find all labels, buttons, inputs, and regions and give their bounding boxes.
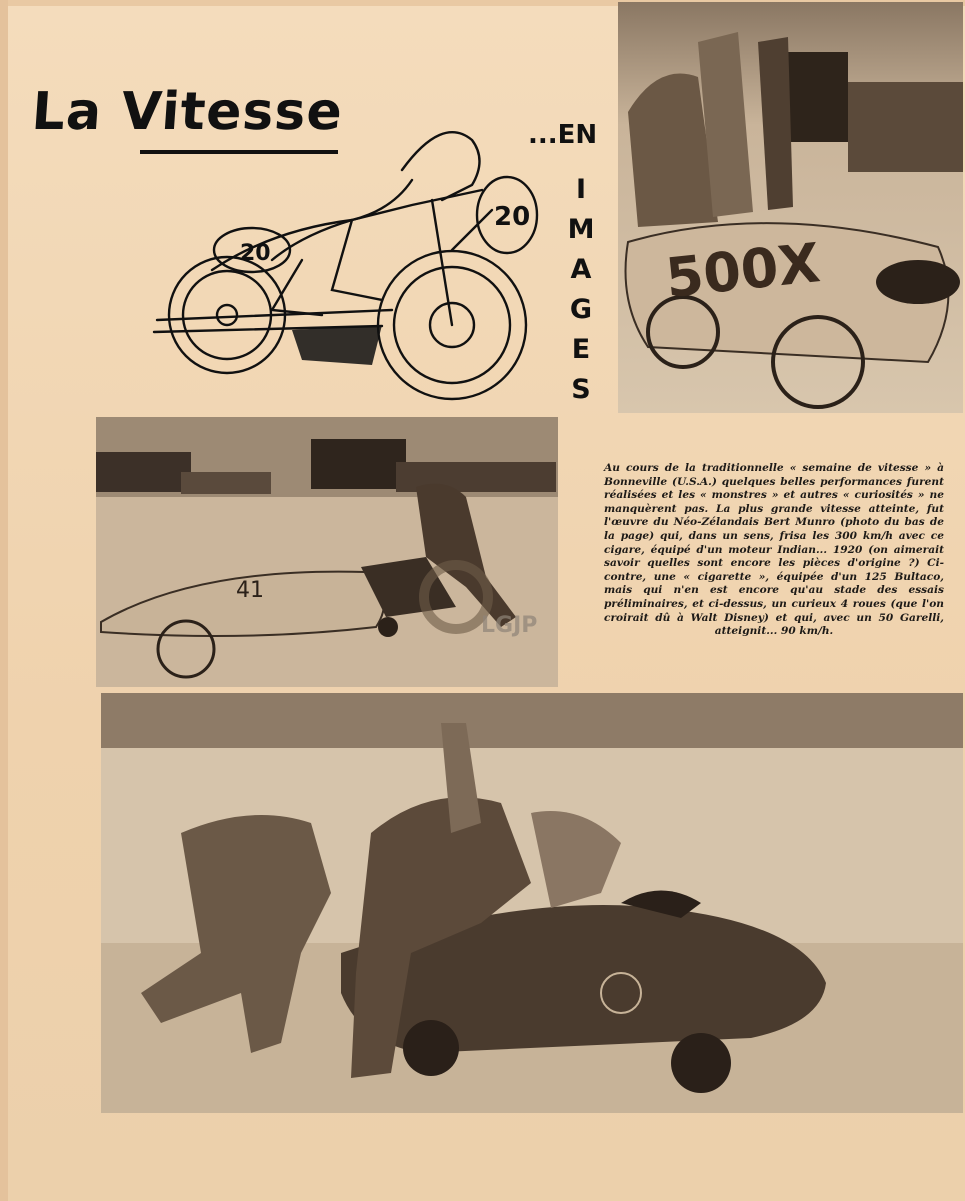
title-en: ...EN <box>528 120 598 150</box>
watermark-text: LGJP <box>481 613 538 638</box>
page-title: La Vitesse <box>29 82 345 142</box>
race-number-41: 41 <box>236 578 264 603</box>
bodywork-label: 500X <box>662 231 823 310</box>
motorcycle-sketch <box>152 110 552 405</box>
photo-middle <box>96 417 558 687</box>
photo-top-right <box>618 2 963 413</box>
page-left-edge <box>0 0 8 1201</box>
truck-silhouette <box>788 52 848 142</box>
photo-bottom <box>101 693 963 1113</box>
sketch-number-front: 20 <box>494 202 531 232</box>
title-images-vertical: IMAGES <box>567 174 595 405</box>
sketch-number-side: 20 <box>240 241 271 266</box>
article-caption: Au cours de la traditionnelle « semaine de vitesse » à Bonneville (U.S.A.) quelques belles performances furent réalisées et les « monstres » et autres « curiosités » ne manquèrent pas. La plus grande vitesse atteinte, fut l'œuvre du Néo-Zélandais Bert Munro (photo du bas de la page) qui, dans un sens, frisa les 300 km/h avec ce cigare, équipé d'un moteur Indian... 1920 (on aimerait savoir quelles sont encore les pièces d'origine ?) Ci-contre, une « cigarette », équipée d'un 125 Bultaco, mais qui n'en est encore qu'au stade des essais préliminaires, et ci-dessus, un curieux 4 roues (que l'on croirait dû à Walt Disney) et qui, avec un 50 Garelli, atteignit... 90 km/h. <box>604 462 944 638</box>
